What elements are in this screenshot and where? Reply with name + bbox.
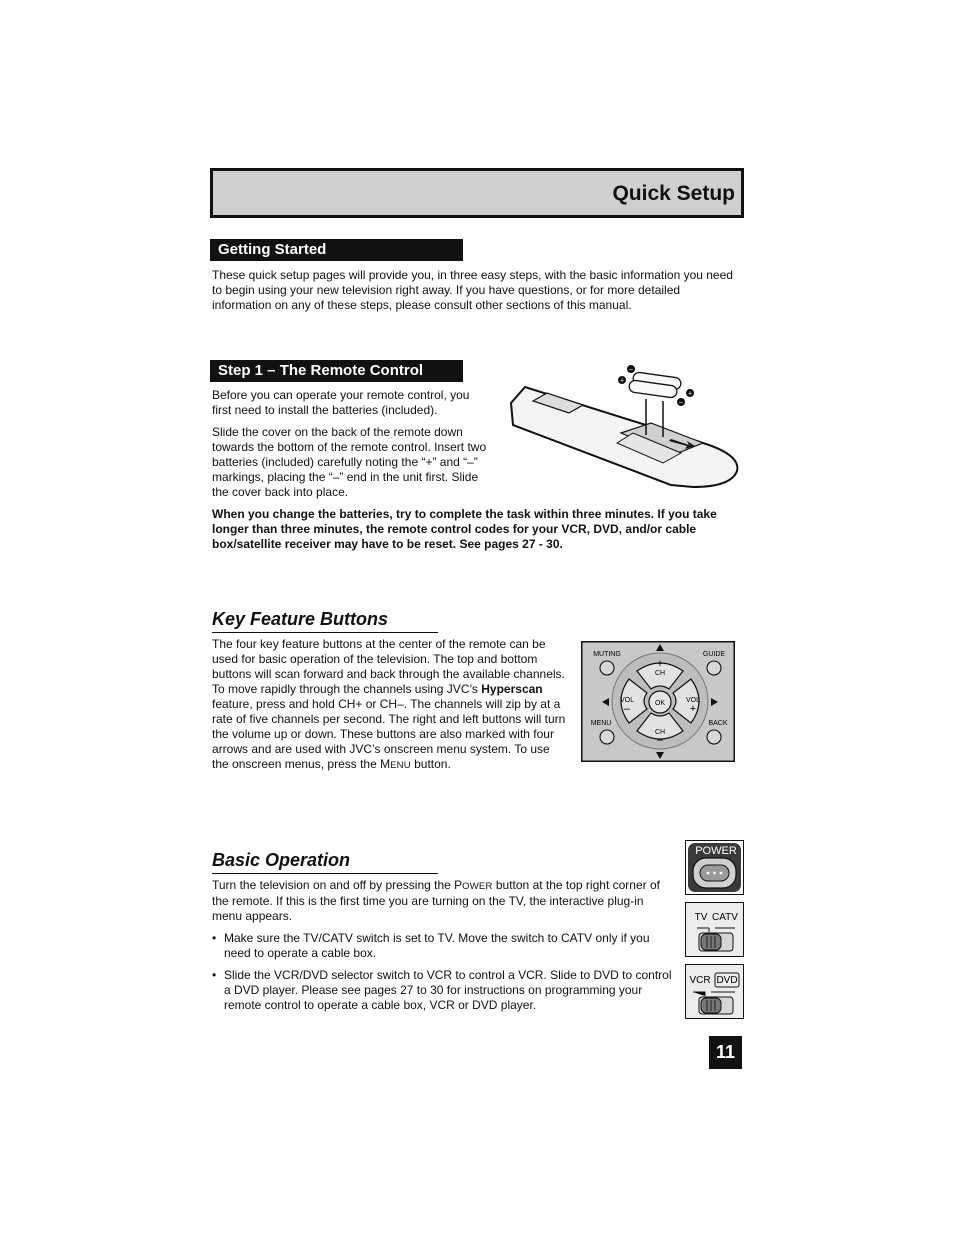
tv-label: TV [694,912,708,923]
svg-text:–: – [679,399,683,406]
list-item: • Make sure the TV/CATV switch is set to TV. Move the switch to CATV only if you need to operate a cable box. [212,931,672,961]
remote-battery-illustration [503,363,741,493]
svg-text:+: + [619,377,625,385]
vcr-dvd-switch-illustration [685,964,744,1019]
page-title-bar [210,168,744,218]
step1-para2: Slide the cover on the back of the remote down towards the bottom of the remote control. Insert two batteries (included) carefully noting the “+” and “–” markings, placing the “–” end in the unit first. Slide the cover back into place. [212,425,487,499]
muting-label: MUTING [593,651,621,658]
back-label: BACK [708,720,728,727]
vol-minus-label: – [623,703,631,715]
ch-plus-label: + [656,658,664,670]
menu-label: MENU [590,720,612,727]
power-button-illustration [685,840,744,895]
battery-warning: When you change the batteries, try to complete the task within three minutes. If you take longer than three minutes, the remote control codes for your VCR, DVD, and/or cable box/satellite receiver may have to be reset. See pages 27 - 30. [212,507,717,551]
power-label: POWER [695,845,737,857]
svg-text:+: + [687,390,693,398]
basic-operation-text [212,878,672,1020]
back-button [707,730,721,744]
catv-label: CATV [712,912,738,923]
ok-label: OK [654,700,666,707]
getting-started-heading: Getting Started [210,239,463,261]
guide-label: GUIDE [702,651,726,658]
page-title: Quick Setup [612,182,735,205]
menu-button [600,730,614,744]
key-feature-text: The four key feature buttons at the center of the remote can be used for basic operation of the television. The top and bottom buttons will scan forward and back through the available channels. To move rapidly through the channels using JVC’s Hyperscan feature, press and hold CH+ or CH–. The channels will zip by at a rate of five channels per second. The right and left buttons will turn the volume up or down. These buttons are also marked with four arrows and are used with JVC’s onscreen menu system. To use the onscreen menus, press the MENU button. [212,637,566,771]
vol-plus-label: + [689,703,697,715]
step1-text [212,388,488,507]
ch-minus-label: – [656,734,664,746]
tv-catv-switch-illustration [685,902,744,957]
basic-operation-intro: Turn the television on and off by pressing the POWER button at the top right corner of the remote. If this is the first time you are turning on the TV, the interactive plug-in menu appears. [212,878,660,923]
ch-up-label: CH [654,670,666,677]
muting-button [600,661,614,675]
step1-para1: Before you can operate your remote control, you first need to install the batteries (included). [212,388,470,417]
page-number: 11 [709,1036,742,1069]
dvd-label: DVD [716,975,738,986]
step1-heading: Step 1 – The Remote Control [210,360,463,382]
getting-started-text: These quick setup pages will provide you, in three easy steps, with the basic information you need to begin using your new television right away. If you have questions, or for more detailed information on any of these steps, please consult other sections of this manual. [212,268,733,312]
vol-down-label: VOL [619,697,635,704]
key-buttons-diagram [581,641,735,762]
vcr-label: VCR [689,975,711,986]
ch-down-label: CH [654,729,666,736]
svg-text:–: – [629,366,633,373]
basic-operation-bullets [212,931,672,1013]
basic-operation-heading: Basic Operation [212,850,438,874]
key-feature-heading: Key Feature Buttons [212,609,438,633]
guide-button [707,661,721,675]
list-item: • Slide the VCR/DVD selector switch to VCR to control a VCR. Slide to DVD to control a DVD player. Please see pages 27 to 30 for instructions on programming your remote control to operate a cable box, VCR or DVD player. [212,968,672,1013]
vol-up-label: VOL [685,697,701,704]
